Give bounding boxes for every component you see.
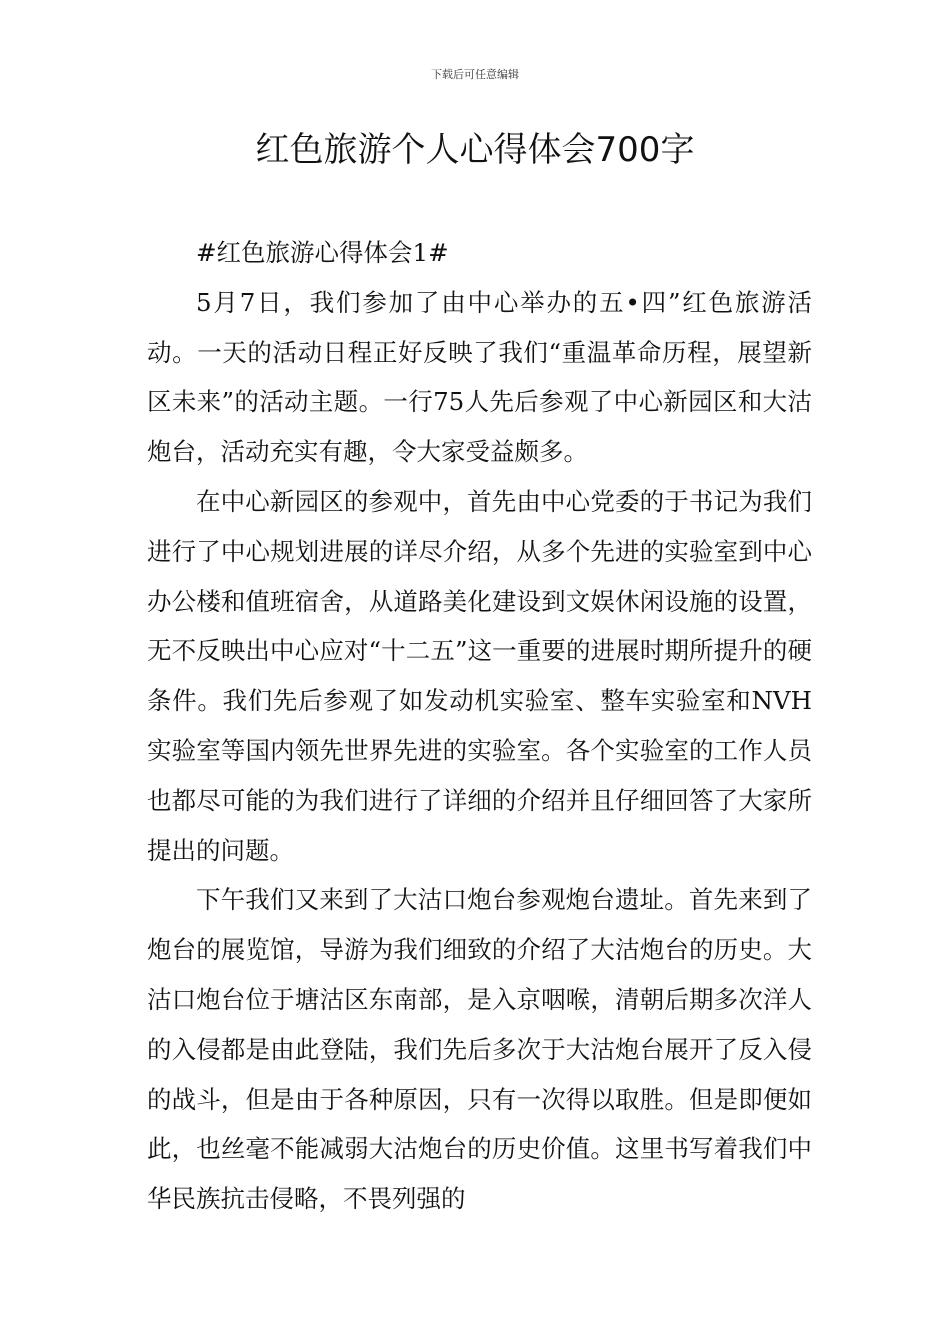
document-body [147,228,812,1224]
section-heading: #红色旅游心得体会1# [196,238,449,267]
header-note: 下载后可任意编辑 [431,68,519,81]
paragraph-2: 在中心新园区的参观中，首先由中心党委的于书记为我们进行了中心规划进展的详尽介绍，从多个先进的实验室到中心办公楼和值班宿舍，从道路美化建设到文娱休闲设施的设置，无不反映出中心应对“十二五”这一重要的进展时期所提升的硬条件。我们先后参观了如发动机实验室、整车实验室和NVH实验室等国内领先世界先进的实验室。各个实验室的工作人员也都尽可能的为我们进行了详细的介绍并且仔细回答了大家所提出的问题。 [147,486,812,865]
paragraph-3: 下午我们又来到了大沽口炮台参观炮台遗址。首先来到了炮台的展览馆，导游为我们细致的介绍了大沽炮台的历史。大沽口炮台位于塘沽区东南部，是入京咽喉，清朝后期多次洋人的入侵都是由此登陆，我们先后多次于大沽炮台展开了反入侵的战斗，但是由于各种原因，只有一次得以取胜。但是即便如此，也丝毫不能减弱大沽炮台的历史价值。这里书写着我们中华民族抗击侵略，不畏列强的 [147,885,812,1214]
document-title: 红色旅游个人心得体会700字 [255,130,695,170]
paragraph-1: 5月7日，我们参加了由中心举办的五•四”红色旅游活动。一天的活动日程正好反映了我们“重温革命历程，展望新区未来”的活动主题。一行75人先后参观了中心新园区和大沽炮台，活动充实有趣，令大家受益颇多。 [147,287,812,467]
